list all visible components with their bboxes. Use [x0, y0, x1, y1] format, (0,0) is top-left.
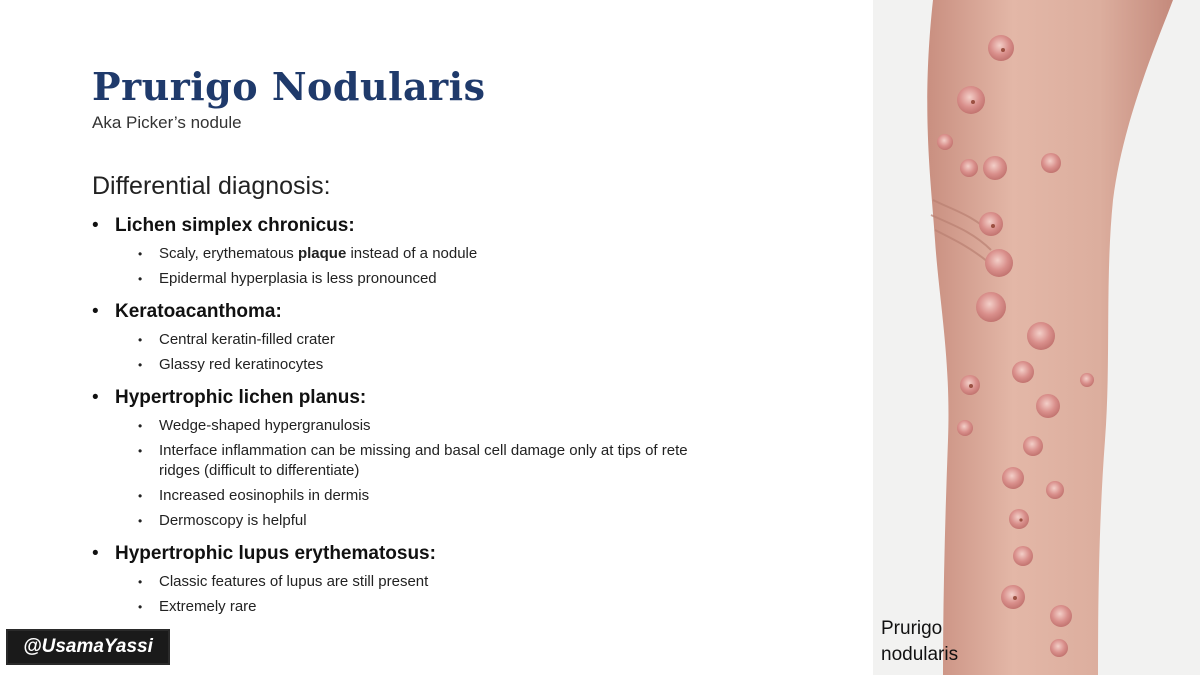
- sub-item: • Wedge-shaped hypergranulosis: [138, 417, 371, 434]
- list-item: [92, 300, 732, 375]
- emphasis-text: plaque: [297, 245, 347, 262]
- sub-item: • Central keratin-filled crater: [138, 331, 335, 348]
- item-label: Hypertrophic lichen planus:: [115, 387, 367, 408]
- clinical-photo: [873, 0, 1200, 675]
- slide-subtitle: Aka Picker’s nodule: [92, 113, 242, 132]
- list-item: [92, 542, 732, 617]
- sub-item: • Glassy red keratinocytes: [138, 356, 324, 373]
- sub-item: • Classic features of lupus are still present: [138, 573, 429, 590]
- item-label: Hypertrophic lupus erythematosus:: [115, 543, 436, 564]
- sub-item: • Extremely rare: [138, 598, 257, 615]
- list-item: [92, 386, 732, 531]
- differential-list: [92, 214, 732, 628]
- bullet: •: [92, 543, 99, 564]
- bullet: •: [92, 387, 99, 408]
- item-label: Keratoacanthoma:: [115, 301, 282, 322]
- section-heading: Differential diagnosis:: [92, 172, 331, 200]
- sub-item: • Scaly, erythematous plaque instead of a nodule: [138, 245, 478, 262]
- sub-item: • Increased eosinophils in dermis: [138, 487, 370, 504]
- bullet: •: [92, 215, 99, 236]
- list-item: [92, 214, 732, 289]
- leg-illustration: [873, 0, 1200, 675]
- author-handle-badge: @UsamaYassi: [6, 629, 170, 665]
- item-label: Lichen simplex chronicus:: [115, 215, 355, 236]
- sub-item: • Dermoscopy is helpful: [138, 512, 307, 529]
- sub-item: • Epidermal hyperplasia is less pronounced: [138, 270, 437, 287]
- photo-caption: Prurigo nodularis: [881, 618, 959, 665]
- bullet: •: [92, 301, 99, 322]
- slide-title: Prurigo Nodularis: [92, 64, 486, 109]
- sub-item: • Interface inflammation can be missing and basal cell damage only at tips of rete ridges (difficult to differentiate): [138, 442, 688, 479]
